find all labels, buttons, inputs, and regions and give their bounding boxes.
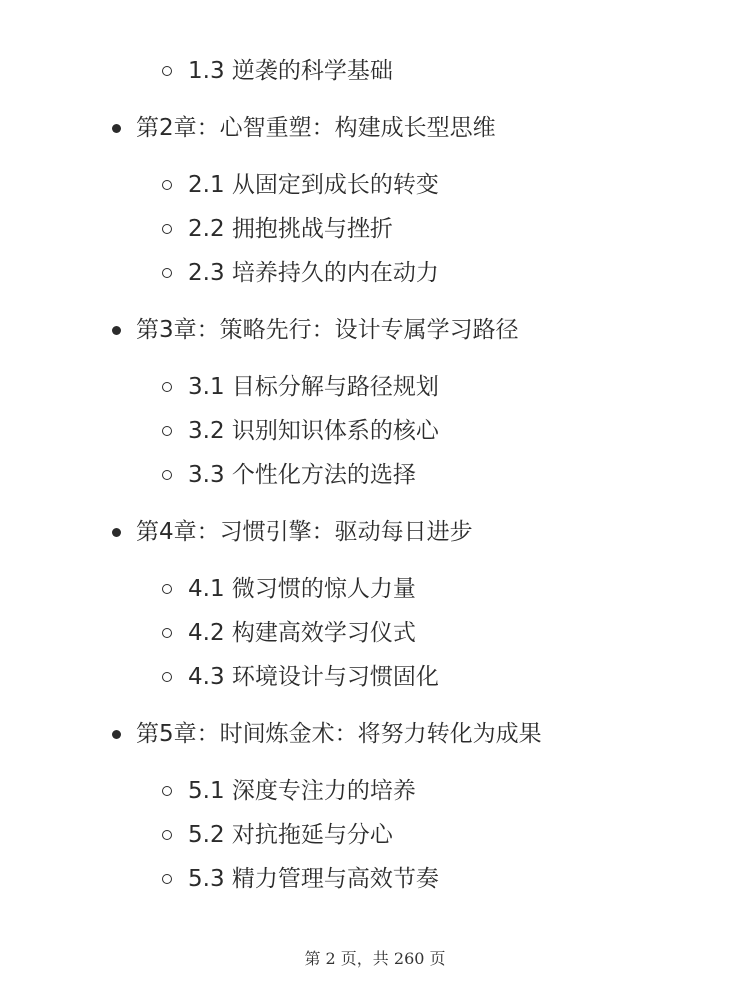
toc-subsection-2-2 [162,209,393,249]
toc-subsection-label: 4.3 环境设计与习惯固化 [188,663,439,690]
hollow-bullet-icon [162,268,172,278]
toc-chapter-3 [112,310,519,350]
toc-subsection-label: 4.2 构建高效学习仪式 [188,619,416,646]
toc-subsection-3-2 [162,411,439,451]
toc-subsection-3-3 [162,455,416,495]
hollow-bullet-icon [162,786,172,796]
toc-subsection-4-1 [162,569,416,609]
hollow-bullet-icon [162,584,172,594]
toc-subsection-2-1 [162,165,439,205]
toc-subsection-label: 5.2 对抗拖延与分心 [188,821,393,848]
page-footer: 第 2 页，共 260 页 [304,949,446,968]
toc-chapter-4 [112,512,473,552]
toc-subsection-5-3 [162,859,439,899]
toc-subsection-label: 4.1 微习惯的惊人力量 [188,575,416,602]
hollow-bullet-icon [162,628,172,638]
solid-bullet-icon [112,326,121,335]
toc-subsection-label: 5.3 精力管理与高效节奏 [188,865,439,892]
toc-subsection-5-2 [162,815,393,855]
toc-subsection-4-2 [162,613,416,653]
toc-subsection-label: 2.1 从固定到成长的转变 [188,171,439,198]
toc-subsection-label: 2.3 培养持久的内在动力 [188,259,439,286]
hollow-bullet-icon [162,382,172,392]
toc-chapter-2 [112,108,496,148]
toc-subsection-3-1 [162,367,439,407]
hollow-bullet-icon [162,830,172,840]
toc-subsection-5-1 [162,771,416,811]
solid-bullet-icon [112,528,121,537]
toc-subsection-label: 3.3 个性化方法的选择 [188,461,416,488]
toc-chapter-label: 第3章：策略先行：设计专属学习路径 [136,316,519,343]
hollow-bullet-icon [162,672,172,682]
toc-chapter-label: 第4章：习惯引擎：驱动每日进步 [136,518,473,545]
hollow-bullet-icon [162,180,172,190]
toc-subsection-4-3 [162,657,439,697]
solid-bullet-icon [112,124,121,133]
solid-bullet-icon [112,730,121,739]
hollow-bullet-icon [162,66,172,76]
hollow-bullet-icon [162,224,172,234]
toc-subsection-label: 2.2 拥抱挑战与挫折 [188,215,393,242]
toc-subsection-label: 5.1 深度专注力的培养 [188,777,416,804]
hollow-bullet-icon [162,874,172,884]
toc-chapter-label: 第2章：心智重塑：构建成长型思维 [136,114,496,141]
toc-chapter-5 [112,714,542,754]
toc-subsection-label: 1.3 逆袭的科学基础 [188,57,393,84]
toc-subsection-1-3 [162,51,393,91]
toc-subsection-label: 3.1 目标分解与路径规划 [188,373,439,400]
toc-chapter-label: 第5章：时间炼金术：将努力转化为成果 [136,720,542,747]
toc-subsection-2-3 [162,253,439,293]
toc-subsection-label: 3.2 识别知识体系的核心 [188,417,439,444]
hollow-bullet-icon [162,426,172,436]
hollow-bullet-icon [162,470,172,480]
